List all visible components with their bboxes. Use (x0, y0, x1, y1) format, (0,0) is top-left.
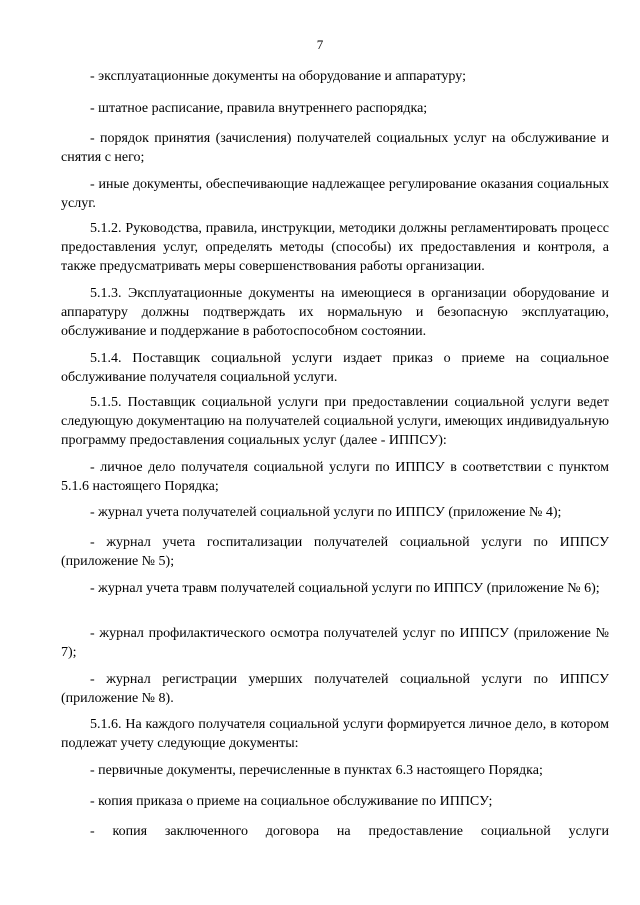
paragraph: - копия заключенного договора на предоставление социальной услуги (90, 824, 609, 839)
paragraph: 5.1.3. Эксплуатационные документы на имеющиеся в организации оборудование и аппаратуру должны подтверждать их нормальную и безопасную эксплуатацию, обслуживание и поддержание в работоспособном состоянии. (61, 286, 609, 339)
page-number: 7 (316, 37, 324, 52)
paragraph: - журнал учета госпитализации получателей социальной услуги по ИППСУ (приложение № 5); (61, 535, 609, 569)
paragraph: - первичные документы, перечисленные в пунктах 6.3 настоящего Порядка; (90, 763, 543, 778)
paragraph: 5.1.4. Поставщик социальной услуги издает приказ о приеме на социальное обслуживание получателя социальной услуги. (61, 351, 609, 385)
paragraph: 5.1.6. На каждого получателя социальной услуги формируется личное дело, в котором подлежат учету следующие документы: (61, 717, 609, 751)
paragraph: - порядок принятия (зачисления) получателей социальных услуг на обслуживание и снятия с него; (61, 131, 609, 165)
paragraph: - иные документы, обеспечивающие надлежащее регулирование оказания социальных услуг. (61, 177, 609, 211)
paragraph: - копия приказа о приеме на социальное обслуживание по ИППСУ; (90, 794, 493, 809)
paragraph: - эксплуатационные документы на оборудование и аппаратуру; (90, 69, 466, 84)
paragraph: - штатное расписание, правила внутреннего распорядка; (90, 101, 428, 116)
paragraph: 5.1.5. Поставщик социальной услуги при предоставлении социальной услуги ведет следующую документацию на получателей социальной услуги, имеющих индивидуальную программу предоставления социальных услуг (далее - ИППСУ): (61, 395, 609, 448)
paragraph: 5.1.2. Руководства, правила, инструкции, методики должны регламентировать процесс предоставления услуг, определять методы (способы) их предоставления и контроля, а также предусматривать меры совершенствования работы организации. (61, 221, 609, 274)
paragraph: - журнал регистрации умерших получателей социальной услуги по ИППСУ (приложение № 8). (61, 672, 609, 706)
paragraph: - журнал профилактического осмотра получателей услуг по ИППСУ (приложение № 7); (61, 626, 609, 660)
paragraph: - личное дело получателя социальной услуги по ИППСУ в соответствии с пунктом 5.1.6 настоящего Порядка; (61, 460, 609, 494)
paragraph: - журнал учета получателей социальной услуги по ИППСУ (приложение № 4); (90, 505, 562, 520)
paragraph: - журнал учета травм получателей социальной услуги по ИППСУ (приложение № 6); (90, 581, 600, 596)
